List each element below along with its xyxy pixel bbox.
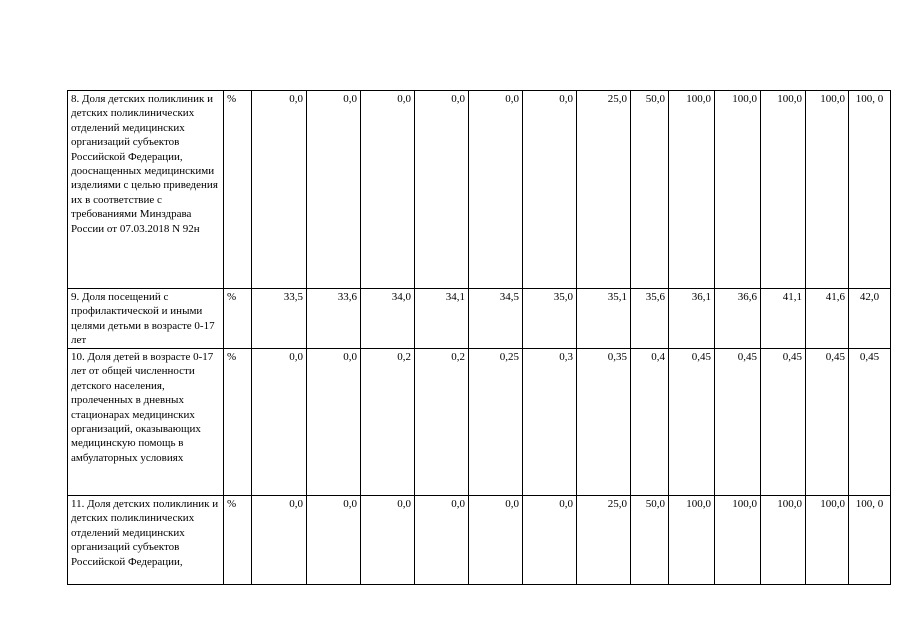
value-cell: 0,2: [415, 349, 469, 496]
value-cell: 0,4: [631, 349, 669, 496]
value-cell: 100,0: [806, 91, 849, 289]
value-cell: 100,0: [669, 496, 715, 585]
value-cell: 34,0: [361, 289, 415, 349]
indicators-table: [67, 90, 891, 585]
value-cell: 100,0: [761, 91, 806, 289]
value-cell: 25,0: [577, 91, 631, 289]
value-cell: 0,0: [469, 496, 523, 585]
value-cell: 0,45: [806, 349, 849, 496]
value-cell: 100,0: [806, 496, 849, 585]
value-cell: 35,6: [631, 289, 669, 349]
value-cell: 0,45: [715, 349, 761, 496]
value-cell: 0,0: [415, 496, 469, 585]
value-cell: 100, 0: [849, 91, 891, 289]
value-cell: 0,0: [252, 91, 307, 289]
indicator-name: 9. Доля посещений с профилактической и иными целями детьми в возрасте 0-17 лет: [68, 289, 224, 349]
value-cell: 100, 0: [849, 496, 891, 585]
value-cell: 0,25: [469, 349, 523, 496]
value-cell: 41,6: [806, 289, 849, 349]
unit-cell: %: [224, 289, 252, 349]
value-cell: 0,2: [361, 349, 415, 496]
value-cell: 0,3: [523, 349, 577, 496]
unit-cell: %: [224, 349, 252, 496]
indicator-name: 10. Доля детей в возрасте 0-17 лет от общей численности детского населения, пролеченных в дневных стационарах медицинских организаций, оказывающих медицинскую помощь в амбулаторных условиях: [68, 349, 224, 496]
table-row: [68, 289, 891, 349]
unit-cell: %: [224, 91, 252, 289]
value-cell: 50,0: [631, 91, 669, 289]
value-cell: 0,0: [415, 91, 469, 289]
value-cell: 100,0: [715, 91, 761, 289]
value-cell: 25,0: [577, 496, 631, 585]
value-cell: 100,0: [715, 496, 761, 585]
value-cell: 0,0: [307, 349, 361, 496]
value-cell: 0,0: [361, 91, 415, 289]
value-cell: 0,0: [252, 496, 307, 585]
value-cell: 0,45: [761, 349, 806, 496]
value-cell: 0,0: [469, 91, 523, 289]
indicator-name: 8. Доля детских поликлиник и детских поликлинических отделений медицинских организаций субъектов Российской Федерации, дооснащенных медицинскими изделиями с целью приведения их в соответствие с требованиями Минздрава России от 07.03.2018 N 92н: [68, 91, 224, 289]
value-cell: 0,0: [307, 496, 361, 585]
value-cell: 50,0: [631, 496, 669, 585]
value-cell: 100,0: [761, 496, 806, 585]
value-cell: 0,0: [523, 496, 577, 585]
value-cell: 0,0: [307, 91, 361, 289]
value-cell: 0,45: [849, 349, 891, 496]
table-row: [68, 91, 891, 289]
value-cell: 42,0: [849, 289, 891, 349]
value-cell: 36,6: [715, 289, 761, 349]
value-cell: 34,5: [469, 289, 523, 349]
value-cell: 34,1: [415, 289, 469, 349]
value-cell: 0,45: [669, 349, 715, 496]
value-cell: 0,35: [577, 349, 631, 496]
table-row: [68, 349, 891, 496]
value-cell: 41,1: [761, 289, 806, 349]
indicator-name: 11. Доля детских поликлиник и детских поликлинических отделений медицинских организаций субъектов Российской Федерации,: [68, 496, 224, 585]
value-cell: 35,0: [523, 289, 577, 349]
unit-cell: %: [224, 496, 252, 585]
value-cell: 0,0: [361, 496, 415, 585]
value-cell: 100,0: [669, 91, 715, 289]
value-cell: 33,5: [252, 289, 307, 349]
value-cell: 0,0: [252, 349, 307, 496]
value-cell: 33,6: [307, 289, 361, 349]
value-cell: 0,0: [523, 91, 577, 289]
value-cell: 36,1: [669, 289, 715, 349]
value-cell: 35,1: [577, 289, 631, 349]
table-row: [68, 496, 891, 585]
